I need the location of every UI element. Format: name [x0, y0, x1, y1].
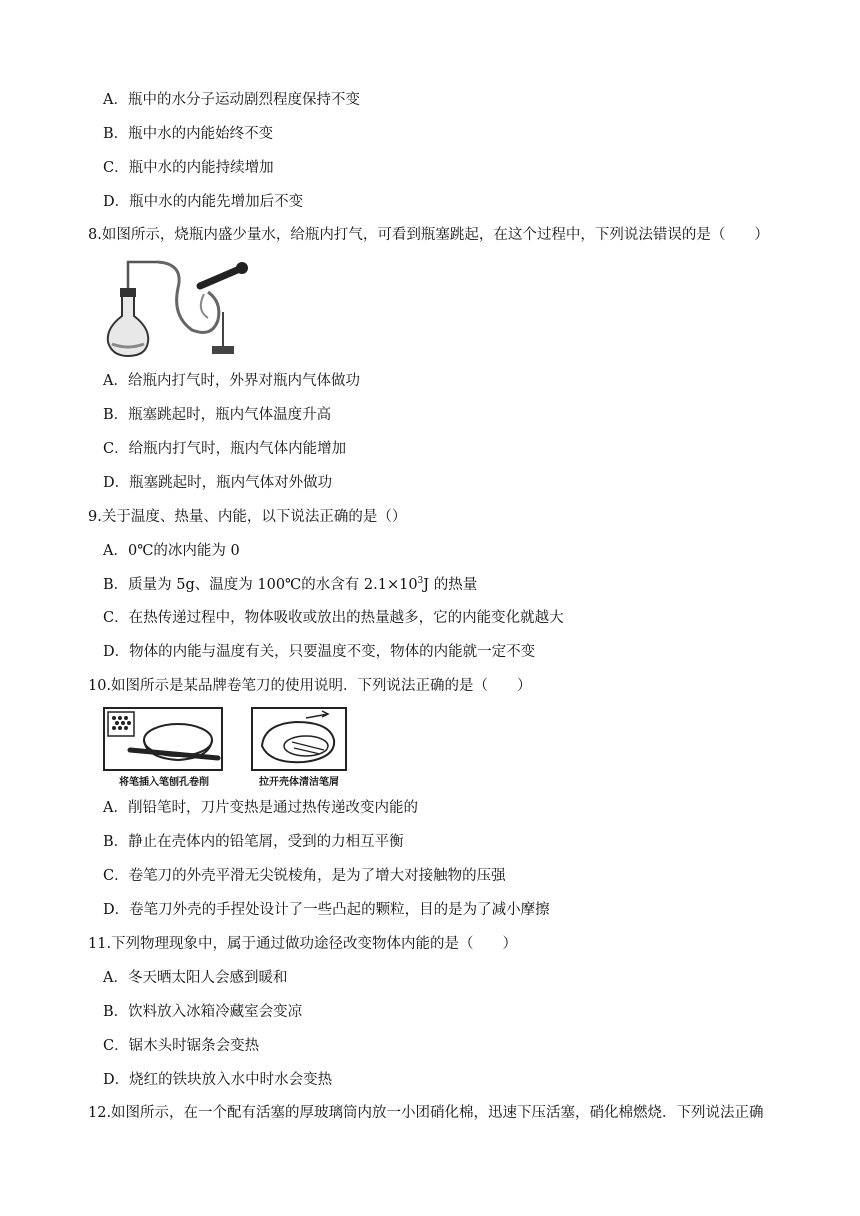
q10-option-a: A．削铅笔时，刀片变热是通过热传递改变内能的 — [103, 800, 418, 816]
fig-caption-left: 将笔插入笔刨孔卷削 — [119, 777, 209, 788]
q7-option-b: B．瓶中水的内能始终不变 — [103, 126, 274, 142]
q11-option-d: D．烧红的铁块放入水中时水会变热 — [103, 1072, 333, 1088]
q9-option-b: B．质量为 5g、温度为 100℃的水含有 $2.1\times 10^3J$ 的热量 — [103, 576, 478, 593]
q8-stem: 8.如图所示，烧瓶内盛少量水，给瓶内打气，可看到瓶塞跳起，在这个过程中，下列说法错误的是（ ） — [88, 227, 769, 243]
q11-option-c: C．锯木头时锯条会变热 — [103, 1038, 260, 1054]
q10-option-b: B．静止在壳体内的铅笔屑，受到的力相互平衡 — [103, 834, 404, 850]
q10-option-c: C．卷笔刀的外壳平滑无尖锐棱角，是为了增大对接触物的压强 — [103, 868, 506, 884]
q7-option-c: C．瓶中水的内能持续增加 — [103, 160, 274, 176]
q12-stem: 12.如图所示，在一个配有活塞的厚玻璃筒内放一小团硝化棉，迅速下压活塞，硝化棉燃烧．下列说法正确 — [88, 1105, 764, 1121]
q11-stem: 11.下列物理现象中，属于通过做功途径改变物体内能的是（ ） — [88, 936, 518, 952]
q7-option-d: D．瓶中水的内能先增加后不变 — [103, 194, 304, 210]
q10-stem: 10.如图所示是某品牌卷笔刀的使用说明．下列说法正确的是（ ） — [88, 678, 532, 694]
q9-option-c: C．在热传递过程中，物体吸收或放出的热量越多，它的内能变化就越大 — [103, 610, 564, 626]
q8-option-d: D．瓶塞跳起时，瓶内气体对外做功 — [103, 475, 333, 491]
q7-option-a: A．瓶中的水分子运动剧烈程度保持不变 — [103, 92, 360, 108]
fig-caption-right: 拉开壳体清洁笔屑 — [259, 777, 339, 788]
q11-option-a: A．冬天晒太阳人会感到暖和 — [103, 970, 288, 986]
flask-pump-figure — [100, 254, 260, 358]
q8-option-a: A．给瓶内打气时，外界对瓶内气体做功 — [103, 373, 360, 389]
q9-option-a: A．0℃的冰内能为 0 — [103, 543, 240, 559]
q9-stem: 9.关于温度、热量、内能，以下说法正确的是（） — [88, 509, 407, 525]
q11-option-b: B．饮料放入冰箱冷藏室会变凉 — [103, 1004, 303, 1020]
q9-option-d: D．物体的内能与温度有关，只要温度不变，物体的内能就一定不变 — [103, 644, 536, 660]
pencil-sharpener-figure — [100, 706, 350, 792]
q8-option-b: B．瓶塞跳起时，瓶内气体温度升高 — [103, 407, 332, 423]
q8-option-c: C．给瓶内打气时，瓶内气体内能增加 — [103, 441, 347, 457]
q10-option-d: D．卷笔刀外壳的手捏处设计了一些凸起的颗粒，目的是为了减小摩擦 — [103, 902, 550, 918]
